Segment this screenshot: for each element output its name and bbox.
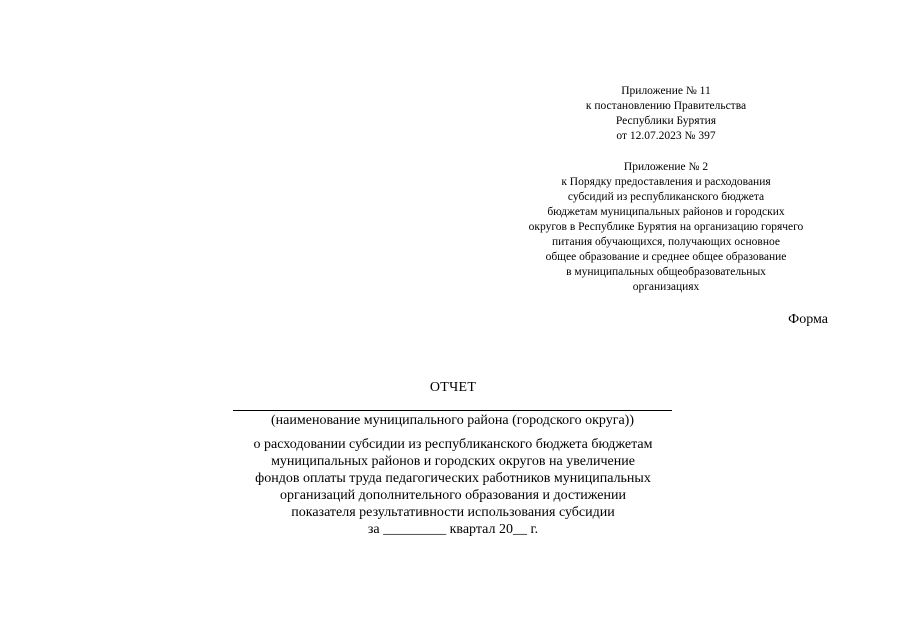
annex-procedure-block	[496, 160, 836, 295]
annex-procedure-line: округов в Республике Бурятия на организацию горячего	[528, 221, 804, 233]
report-subject-line: муниципальных районов и городских округов на увеличение	[271, 454, 635, 469]
annex-procedure-line: организациях	[632, 281, 700, 293]
report-subject	[206, 436, 700, 538]
annex-resolution-line: к постановлению Правительства	[585, 100, 747, 112]
annex-resolution-line: Приложение № 11	[621, 85, 711, 97]
report-period-line: за _________ квартал 20__ г.	[367, 522, 539, 537]
municipality-name-caption: (наименование муниципального района (городского округа))	[271, 413, 634, 428]
annex-procedure-line: в муниципальных общеобразовательных	[566, 266, 766, 278]
annex-procedure-line: общее образование и среднее общее образование	[545, 251, 787, 263]
annex-procedure-line: к Порядку предоставления и расходования	[561, 176, 771, 188]
annex-resolution-block	[496, 84, 836, 144]
report-subject-line: фондов оплаты труда педагогических работников муниципальных	[255, 471, 651, 486]
form-label: Форма	[788, 312, 828, 327]
municipality-name-fill-line	[233, 410, 672, 411]
report-subject-line: организаций дополнительного образования и достижении	[280, 488, 626, 503]
report-title: ОТЧЕТ	[429, 380, 477, 395]
report-subject-line: о расходовании субсидии из республиканского бюджета бюджетам	[253, 437, 653, 452]
annex-procedure-line: субсидий из республиканского бюджета	[567, 191, 765, 203]
annex-resolution-line: Республики Бурятия	[615, 115, 717, 127]
annex-procedure-line: питания обучающихся, получающих основное	[552, 236, 780, 248]
annex-resolution-line: от 12.07.2023 № 397	[616, 130, 716, 142]
annex-procedure-line: Приложение № 2	[623, 161, 709, 173]
annex-procedure-line: бюджетам муниципальных районов и городских	[547, 206, 785, 218]
report-subject-line: показателя результативности использования субсидии	[291, 505, 615, 520]
